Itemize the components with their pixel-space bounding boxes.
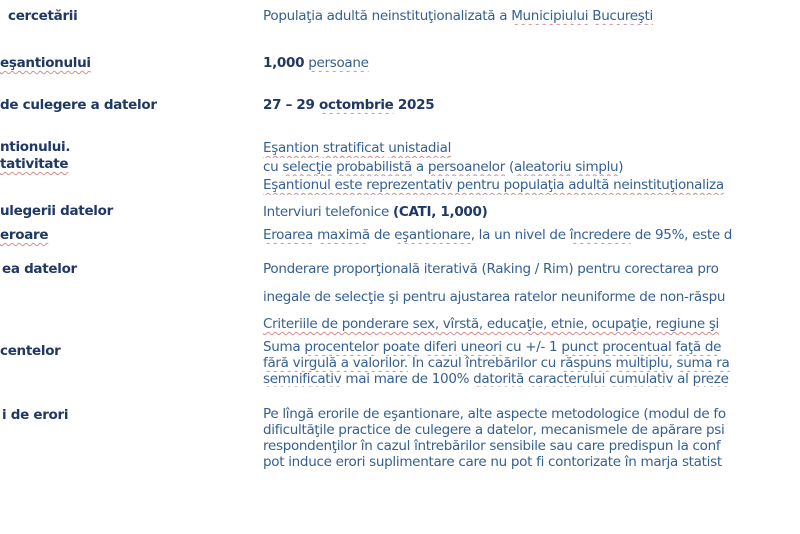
data-weighting-value-line	[263, 284, 800, 312]
misspelled-text-segment: Eşantionul este reprezentativ pentru populaţia adultă neinstituţionaliza	[263, 177, 724, 193]
text-segment: i de erori	[2, 407, 69, 423]
misspelled-text-segment: Criteriile de ponderare sex, vîrstă, educaţie, etnie, ocupaţie, regiune şi	[263, 316, 720, 332]
misspelled-text-segment: Municipiului	[511, 8, 589, 24]
misspelled-text-segment: probabilistă	[336, 158, 412, 175]
text-segment: Interviuri telefonice	[263, 204, 393, 220]
text-segment: inegale de selecţie şi pentru ajustarea ratelor neuniforme de non-răspu	[263, 288, 726, 305]
text-segment: de culegere a datelor	[0, 97, 157, 113]
misspelled-text-segment: Eroarea	[263, 227, 314, 243]
collection-period-value	[263, 97, 800, 114]
misspelled-text-segment: stratificat	[322, 140, 385, 156]
sum-of-percentages-label-line	[0, 343, 61, 360]
sample-type-value-line	[263, 158, 800, 177]
text-segment: (CATI, 1,000)	[392, 204, 488, 220]
margin-of-error-value-line	[263, 227, 800, 244]
misspelled-text-segment: preze	[692, 371, 729, 387]
misspelled-text-segment: eşantionului	[0, 55, 91, 71]
sample-type-value	[263, 139, 800, 195]
misspelled-text-segment: diferi	[423, 340, 457, 355]
misspelled-text-segment: persoane	[308, 55, 369, 71]
misspelled-text-segment: multiplu	[615, 355, 669, 371]
universe-value	[263, 8, 800, 25]
other-errors-value	[263, 406, 800, 470]
misspelled-text-segment: caracterului	[528, 371, 606, 387]
text-segment: Pe lîngă erorile de eşantionare, alte aspecte metodologice (modul de fo	[263, 406, 726, 422]
text-segment: cu	[263, 158, 283, 175]
other-errors-label	[2, 407, 68, 424]
text-segment: de 95%, este d	[630, 227, 733, 243]
misspelled-text-segment: unistadial	[388, 140, 452, 156]
universe-label	[8, 8, 77, 25]
misspelled-text-segment: aleatoriu	[513, 158, 572, 175]
text-segment: mai mare de 100%	[341, 371, 474, 387]
collection-period-label-line	[0, 97, 157, 114]
text-segment: )	[618, 158, 624, 175]
data-weighting-value-line	[263, 256, 800, 284]
text-segment: 27 – 29	[263, 97, 320, 113]
misspelled-text-segment: octombrie	[319, 97, 394, 113]
sum-of-percentages-label	[0, 343, 61, 360]
collection-method-value	[263, 204, 800, 221]
other-errors-value-line	[263, 454, 800, 470]
misspelled-text-segment: poate	[382, 340, 420, 355]
misspelled-text-segment: procentelor	[304, 340, 379, 355]
universe-value-line	[263, 8, 800, 25]
data-weighting-value	[263, 256, 800, 339]
margin-of-error-value	[263, 227, 800, 244]
other-errors-value-line	[263, 438, 800, 454]
sample-volume-label-line	[0, 55, 91, 72]
text-segment: 2025	[393, 97, 435, 113]
sample-type-label	[0, 139, 70, 173]
misspelled-text-segment: selecţie	[282, 158, 333, 175]
text-segment: pot induce erori suplimentare care nu pot fi contorizate în marja statist	[263, 454, 722, 470]
collection-method-value-line	[263, 204, 800, 221]
collection-method-label-line	[0, 203, 113, 220]
text-segment: de	[369, 227, 395, 243]
text-segment: ntionului.	[0, 139, 71, 155]
text-segment: ulegerii datelor	[0, 203, 113, 219]
collection-method-label	[0, 203, 113, 220]
text-segment: a	[411, 158, 428, 175]
misspelled-text-segment: punct	[561, 340, 599, 355]
text-segment: , la un nivel de	[470, 227, 570, 243]
misspelled-text-segment: eşantionare	[394, 227, 471, 243]
text-segment: dificultăţile practice de culegere a datelor, mecanismele de apărare psi	[263, 422, 725, 438]
misspelled-text-segment: suma	[676, 355, 713, 371]
text-segment: al	[673, 371, 693, 387]
misspelled-text-segment: maximă	[317, 227, 370, 243]
text-segment: (	[505, 158, 514, 175]
text-segment: centelor	[0, 343, 61, 359]
sample-type-value-line	[263, 139, 800, 158]
misspelled-text-segment: semnificativ	[263, 371, 342, 387]
other-errors-value-line	[263, 406, 800, 422]
text-segment: cercetării	[8, 8, 78, 24]
misspelled-text-segment: faţă de	[675, 340, 722, 355]
misspelled-text-segment: datorită	[473, 371, 524, 387]
misspelled-text-segment: fără virgulă a valorilor.	[263, 355, 408, 371]
misspelled-text-segment: simplu	[575, 158, 619, 175]
sample-volume-value-line	[263, 55, 800, 72]
misspelled-text-segment: tativitate	[0, 156, 69, 172]
data-weighting-label	[2, 261, 77, 278]
text-segment: Ponderare proporţională iterativă (Raking / Rim) pentru corectarea pro	[263, 261, 719, 277]
text-segment: Suma	[263, 340, 305, 355]
sample-volume-value	[263, 55, 800, 72]
misspelled-text-segment: încredere	[569, 227, 631, 243]
text-segment: 1,000	[263, 55, 305, 71]
misspelled-text-segment: uneori	[460, 340, 502, 355]
misspelled-text-segment: Eşantion	[263, 140, 319, 156]
sample-volume-label	[0, 55, 91, 72]
misspelled-text-segment: eroare	[0, 227, 49, 243]
sum-of-percentages-value-line	[263, 372, 800, 388]
misspelled-text-segment: cumulativ	[609, 371, 674, 387]
text-segment: ea datelor	[2, 261, 77, 277]
text-segment: ,	[668, 355, 677, 371]
misspelled-text-segment: persoanelor	[427, 158, 505, 175]
collection-period-label	[0, 97, 157, 114]
text-segment: respondenţilor în cazul întrebărilor sensibile sau care predispun la conf	[263, 438, 721, 454]
collection-period-value-line	[263, 97, 800, 114]
text-segment: În cazul întrebărilor cu	[407, 355, 561, 371]
sample-type-value-line	[263, 176, 800, 195]
data-weighting-value-line	[263, 311, 800, 339]
text-segment: cu +/- 1	[501, 340, 562, 355]
margin-of-error-label	[0, 227, 48, 244]
sum-of-percentages-value-line	[263, 340, 800, 356]
margin-of-error-label-line	[0, 227, 48, 244]
data-weighting-label-line	[2, 261, 77, 278]
misspelled-text-segment: ra	[716, 355, 730, 371]
misspelled-text-segment: răspuns	[560, 355, 612, 371]
other-errors-label-line	[2, 407, 68, 424]
misspelled-text-segment: procentual	[602, 340, 672, 355]
universe-label-line	[8, 8, 77, 25]
other-errors-value-line	[263, 422, 800, 438]
sum-of-percentages-value	[263, 340, 800, 387]
sample-type-label-line	[0, 156, 70, 173]
sample-type-label-line	[0, 139, 70, 156]
sum-of-percentages-value-line	[263, 356, 800, 372]
misspelled-text-segment: Bucureşti	[592, 8, 653, 24]
text-segment: Populaţia adultă neinstituţionalizată a	[263, 8, 512, 24]
